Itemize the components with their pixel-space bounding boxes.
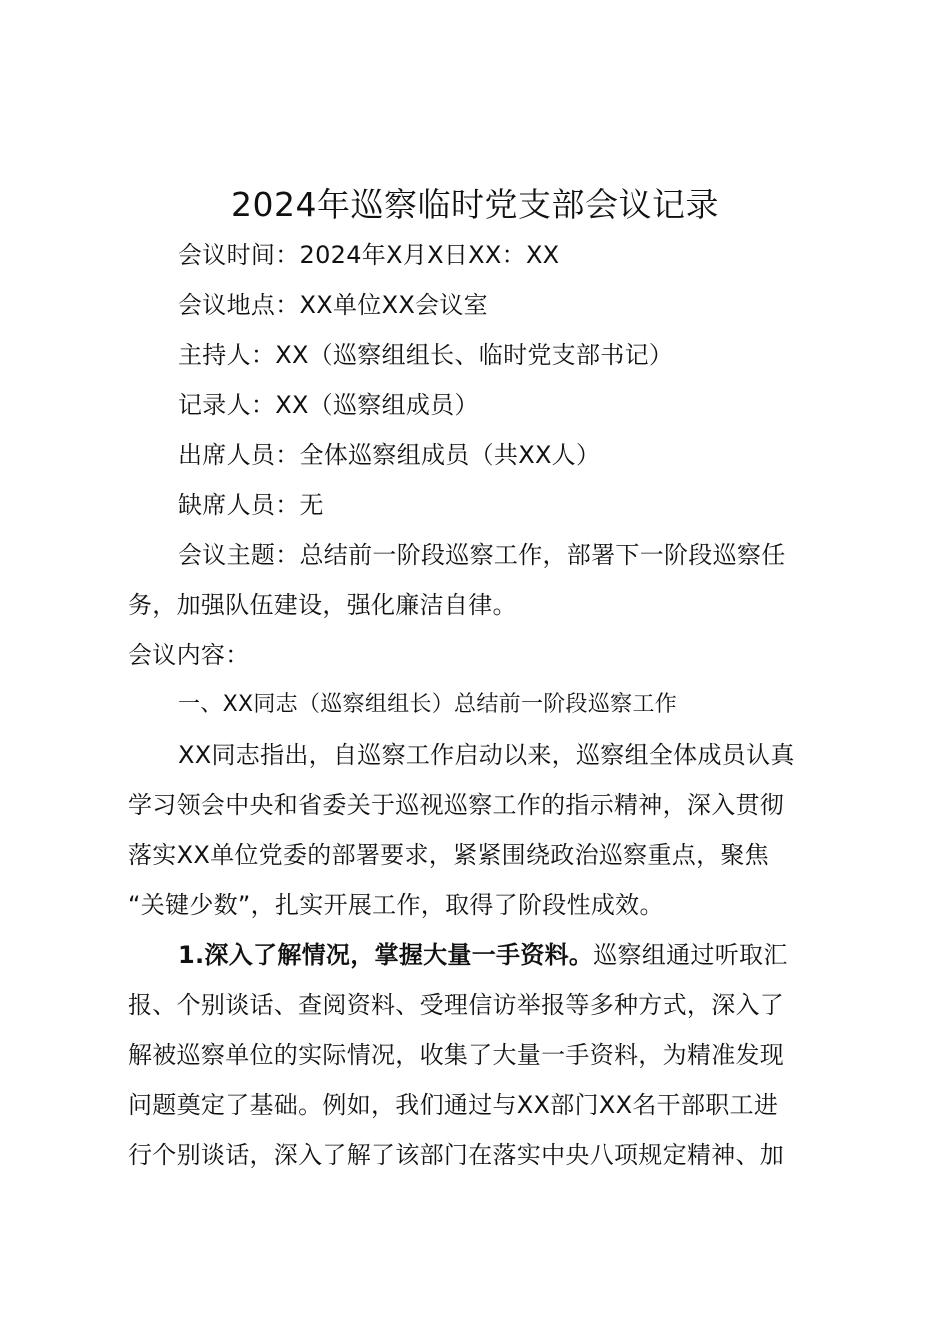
paragraph-1-line: XX同志指出，自巡察工作启动以来，巡察组全体成员认真: [178, 741, 795, 769]
section-1-heading: 一、XX同志（巡察组组长）总结前一阶段巡察工作: [178, 692, 678, 717]
meeting-attendees: 出席人员：全体巡察组成员（共XX人）: [178, 441, 601, 469]
meeting-time: 会议时间：2024年X月X日XX：XX: [178, 241, 560, 269]
paragraph-2-line: 问题奠定了基础。例如，我们通过与XX部门XX名干部职工进: [128, 1091, 779, 1119]
paragraph-2-line: 行个别谈话，深入了解了该部门在落实中央八项规定精神、加: [128, 1141, 785, 1169]
paragraph-2-line: 解被巡察单位的实际情况，收集了大量一手资料，为精准发现: [128, 1041, 785, 1069]
paragraph-2-line: 报、个别谈话、查阅资料、受理信访举报等多种方式，深入了: [128, 991, 785, 1019]
meeting-recorder: 记录人：XX（巡察组成员）: [178, 391, 479, 419]
point-1-line: [178, 930, 788, 980]
meeting-theme-line-1: 会议主题：总结前一阶段巡察工作，部署下一阶段巡察任: [178, 541, 786, 569]
document-title: 2024年巡察临时党支部会议记录: [231, 185, 719, 224]
content-label: 会议内容：: [128, 641, 250, 669]
meeting-theme-line-2: 务，加强队伍建设，强化廉洁自律。: [128, 591, 517, 619]
meeting-host: 主持人：XX（巡察组组长、临时党支部书记）: [178, 341, 674, 369]
paragraph-1-line: 学习领会中央和省委关于巡视巡察工作的指示精神，深入贯彻: [128, 791, 785, 819]
paragraph-1-line: 落实XX单位党委的部署要求，紧紧围绕政治巡察重点，聚焦: [128, 841, 769, 869]
meeting-absentees: 缺席人员：无: [178, 491, 324, 519]
paragraph-1-line: “关键少数”，扎实开展工作，取得了阶段性成效。: [128, 891, 664, 919]
meeting-place: 会议地点：XX单位XX会议室: [178, 291, 488, 319]
point-1-heading: 1.深入了解情况，掌握大量一手资料。: [178, 941, 594, 969]
point-1-text: 巡察组通过听取汇: [593, 941, 788, 969]
